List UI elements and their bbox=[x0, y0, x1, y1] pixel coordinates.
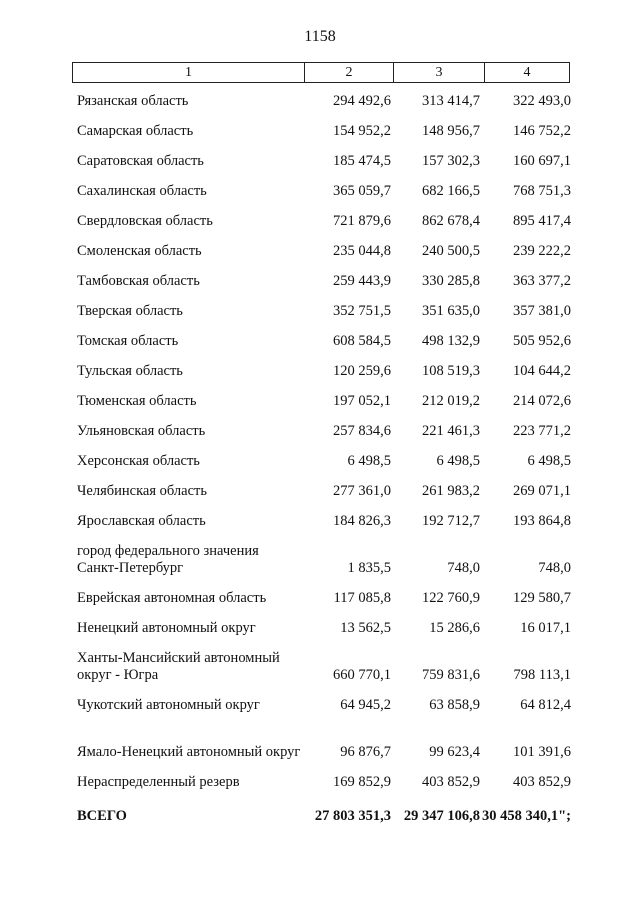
page-number: 1158 bbox=[304, 28, 336, 45]
region-name: Ямало-Ненецкий автономный округ bbox=[77, 744, 301, 760]
value-col-3: 403 852,9 bbox=[422, 774, 480, 790]
header-col-1: 1 bbox=[73, 63, 305, 82]
region-name: Ненецкий автономный округ bbox=[77, 620, 256, 636]
table-row bbox=[72, 444, 572, 474]
value-col-4: 146 752,2 bbox=[513, 123, 571, 139]
region-name: Самарская область bbox=[77, 123, 194, 139]
value-col-4: 129 580,7 bbox=[513, 590, 571, 606]
value-col-3: 192 712,7 bbox=[422, 513, 480, 529]
region-name: город федерального значения Санкт-Петербург bbox=[77, 543, 259, 576]
header-col-2: 2 bbox=[305, 63, 394, 82]
value-col-3: 351 635,0 bbox=[422, 303, 480, 319]
region-name: Тверская область bbox=[77, 303, 183, 319]
table-row bbox=[72, 234, 572, 264]
table-row bbox=[72, 204, 572, 234]
value-col-3: 498 132,9 bbox=[422, 333, 480, 349]
value-col-2: 660 770,1 bbox=[333, 667, 391, 683]
value-col-3: 108 519,3 bbox=[422, 363, 480, 379]
value-col-2: 294 492,6 bbox=[333, 93, 391, 109]
value-col-4: 223 771,2 bbox=[513, 423, 571, 439]
region-name: Томская область bbox=[77, 333, 179, 349]
value-col-3: 261 983,2 bbox=[422, 483, 480, 499]
value-col-4: 363 377,2 bbox=[513, 273, 571, 289]
value-col-2: 277 361,0 bbox=[333, 483, 391, 499]
value-col-3: 122 760,9 bbox=[422, 590, 480, 606]
table-row bbox=[72, 354, 572, 384]
region-name: Ханты-Мансийский автономный округ - Югра bbox=[77, 650, 280, 683]
total-row bbox=[72, 795, 572, 829]
table-row bbox=[72, 581, 572, 611]
region-name: Нераспределенный резерв bbox=[77, 774, 240, 790]
value-col-4: 6 498,5 bbox=[527, 453, 571, 469]
value-col-3: 99 623,4 bbox=[429, 744, 480, 760]
value-col-2: 13 562,5 bbox=[340, 620, 391, 636]
value-col-4: 322 493,0 bbox=[513, 93, 571, 109]
value-col-4: 895 417,4 bbox=[513, 213, 571, 229]
value-col-2: 184 826,3 bbox=[333, 513, 391, 529]
value-col-2: 117 085,8 bbox=[333, 590, 391, 606]
value-col-3: 29 347 106,8 bbox=[403, 808, 480, 824]
table-row bbox=[72, 534, 572, 581]
value-col-4: 748,0 bbox=[538, 560, 571, 576]
region-name: Рязанская область bbox=[77, 93, 189, 109]
value-col-3: 148 956,7 bbox=[422, 123, 480, 139]
value-col-3: 157 302,3 bbox=[422, 153, 480, 169]
table-row bbox=[72, 504, 572, 534]
table-row bbox=[72, 474, 572, 504]
value-col-2: 721 879,6 bbox=[333, 213, 391, 229]
table-row bbox=[72, 414, 572, 444]
table-row bbox=[72, 611, 572, 641]
table-header bbox=[72, 62, 570, 83]
header-col-4: 4 bbox=[523, 65, 531, 80]
value-col-4: 505 952,6 bbox=[513, 333, 571, 349]
value-col-4: 30 458 340,1"; bbox=[481, 808, 571, 824]
value-col-2: 6 498,5 bbox=[347, 453, 391, 469]
value-col-2: 235 044,8 bbox=[333, 243, 391, 259]
value-col-2: 120 259,6 bbox=[333, 363, 391, 379]
value-col-4: 64 812,4 bbox=[520, 697, 571, 713]
value-col-2: 27 803 351,3 bbox=[314, 808, 391, 824]
region-name: Тамбовская область bbox=[77, 273, 200, 289]
value-col-4: 214 072,6 bbox=[513, 393, 571, 409]
region-name: Челябинская область bbox=[77, 483, 207, 499]
value-col-3: 748,0 bbox=[447, 560, 480, 576]
table-row bbox=[72, 294, 572, 324]
value-col-3: 221 461,3 bbox=[422, 423, 480, 439]
value-col-2: 96 876,7 bbox=[340, 744, 391, 760]
region-name: Свердловская область bbox=[77, 213, 213, 229]
value-col-2: 352 751,5 bbox=[333, 303, 391, 319]
table-row bbox=[72, 641, 572, 688]
value-col-3: 6 498,5 bbox=[436, 453, 480, 469]
value-col-3: 313 414,7 bbox=[422, 93, 480, 109]
value-col-2: 365 059,7 bbox=[333, 183, 391, 199]
value-col-3: 212 019,2 bbox=[422, 393, 480, 409]
region-name: Тюменская область bbox=[77, 393, 197, 409]
value-col-3: 862 678,4 bbox=[422, 213, 480, 229]
region-name: Чукотский автономный округ bbox=[77, 697, 260, 713]
value-col-3: 330 285,8 bbox=[422, 273, 480, 289]
region-name: ВСЕГО bbox=[77, 808, 127, 824]
value-col-2: 185 474,5 bbox=[333, 153, 391, 169]
value-col-4: 239 222,2 bbox=[513, 243, 571, 259]
value-col-2: 169 852,9 bbox=[333, 774, 391, 790]
value-col-4: 16 017,1 bbox=[520, 620, 571, 636]
value-col-4: 104 644,2 bbox=[513, 363, 571, 379]
value-col-4: 101 391,6 bbox=[513, 744, 571, 760]
value-col-2: 197 052,1 bbox=[333, 393, 391, 409]
table-row bbox=[72, 174, 572, 204]
table-row bbox=[72, 688, 572, 718]
value-col-3: 15 286,6 bbox=[429, 620, 480, 636]
region-name: Херсонская область bbox=[77, 453, 200, 469]
value-col-2: 259 443,9 bbox=[333, 273, 391, 289]
region-name: Ярославская область bbox=[77, 513, 206, 529]
value-col-3: 63 858,9 bbox=[429, 697, 480, 713]
value-col-4: 269 071,1 bbox=[513, 483, 571, 499]
table-row bbox=[72, 144, 572, 174]
region-name: Сахалинская область bbox=[77, 183, 207, 199]
value-col-4: 768 751,3 bbox=[513, 183, 571, 199]
table-row bbox=[72, 264, 572, 294]
table-row bbox=[72, 718, 572, 765]
region-name: Смоленская область bbox=[77, 243, 202, 259]
table-row bbox=[72, 114, 572, 144]
value-col-3: 682 166,5 bbox=[422, 183, 480, 199]
table-body bbox=[72, 84, 572, 829]
region-name: Ульяновская область bbox=[77, 423, 206, 439]
value-col-2: 154 952,2 bbox=[333, 123, 391, 139]
value-col-3: 759 831,6 bbox=[422, 667, 480, 683]
table-row bbox=[72, 384, 572, 414]
value-col-4: 357 381,0 bbox=[513, 303, 571, 319]
value-col-3: 240 500,5 bbox=[422, 243, 480, 259]
value-col-4: 403 852,9 bbox=[513, 774, 571, 790]
table-row bbox=[72, 765, 572, 795]
region-name: Еврейская автономная область bbox=[77, 590, 267, 606]
table-row bbox=[72, 84, 572, 114]
value-col-2: 257 834,6 bbox=[333, 423, 391, 439]
table-row bbox=[72, 324, 572, 354]
value-col-4: 193 864,8 bbox=[513, 513, 571, 529]
value-col-2: 1 835,5 bbox=[347, 560, 391, 576]
value-col-4: 798 113,1 bbox=[513, 667, 571, 683]
value-col-2: 64 945,2 bbox=[340, 697, 391, 713]
value-col-4: 160 697,1 bbox=[513, 153, 571, 169]
region-name: Саратовская область bbox=[77, 153, 204, 169]
region-name: Тульская область bbox=[77, 363, 183, 379]
value-col-2: 608 584,5 bbox=[333, 333, 391, 349]
header-col-3: 3 bbox=[394, 63, 485, 82]
